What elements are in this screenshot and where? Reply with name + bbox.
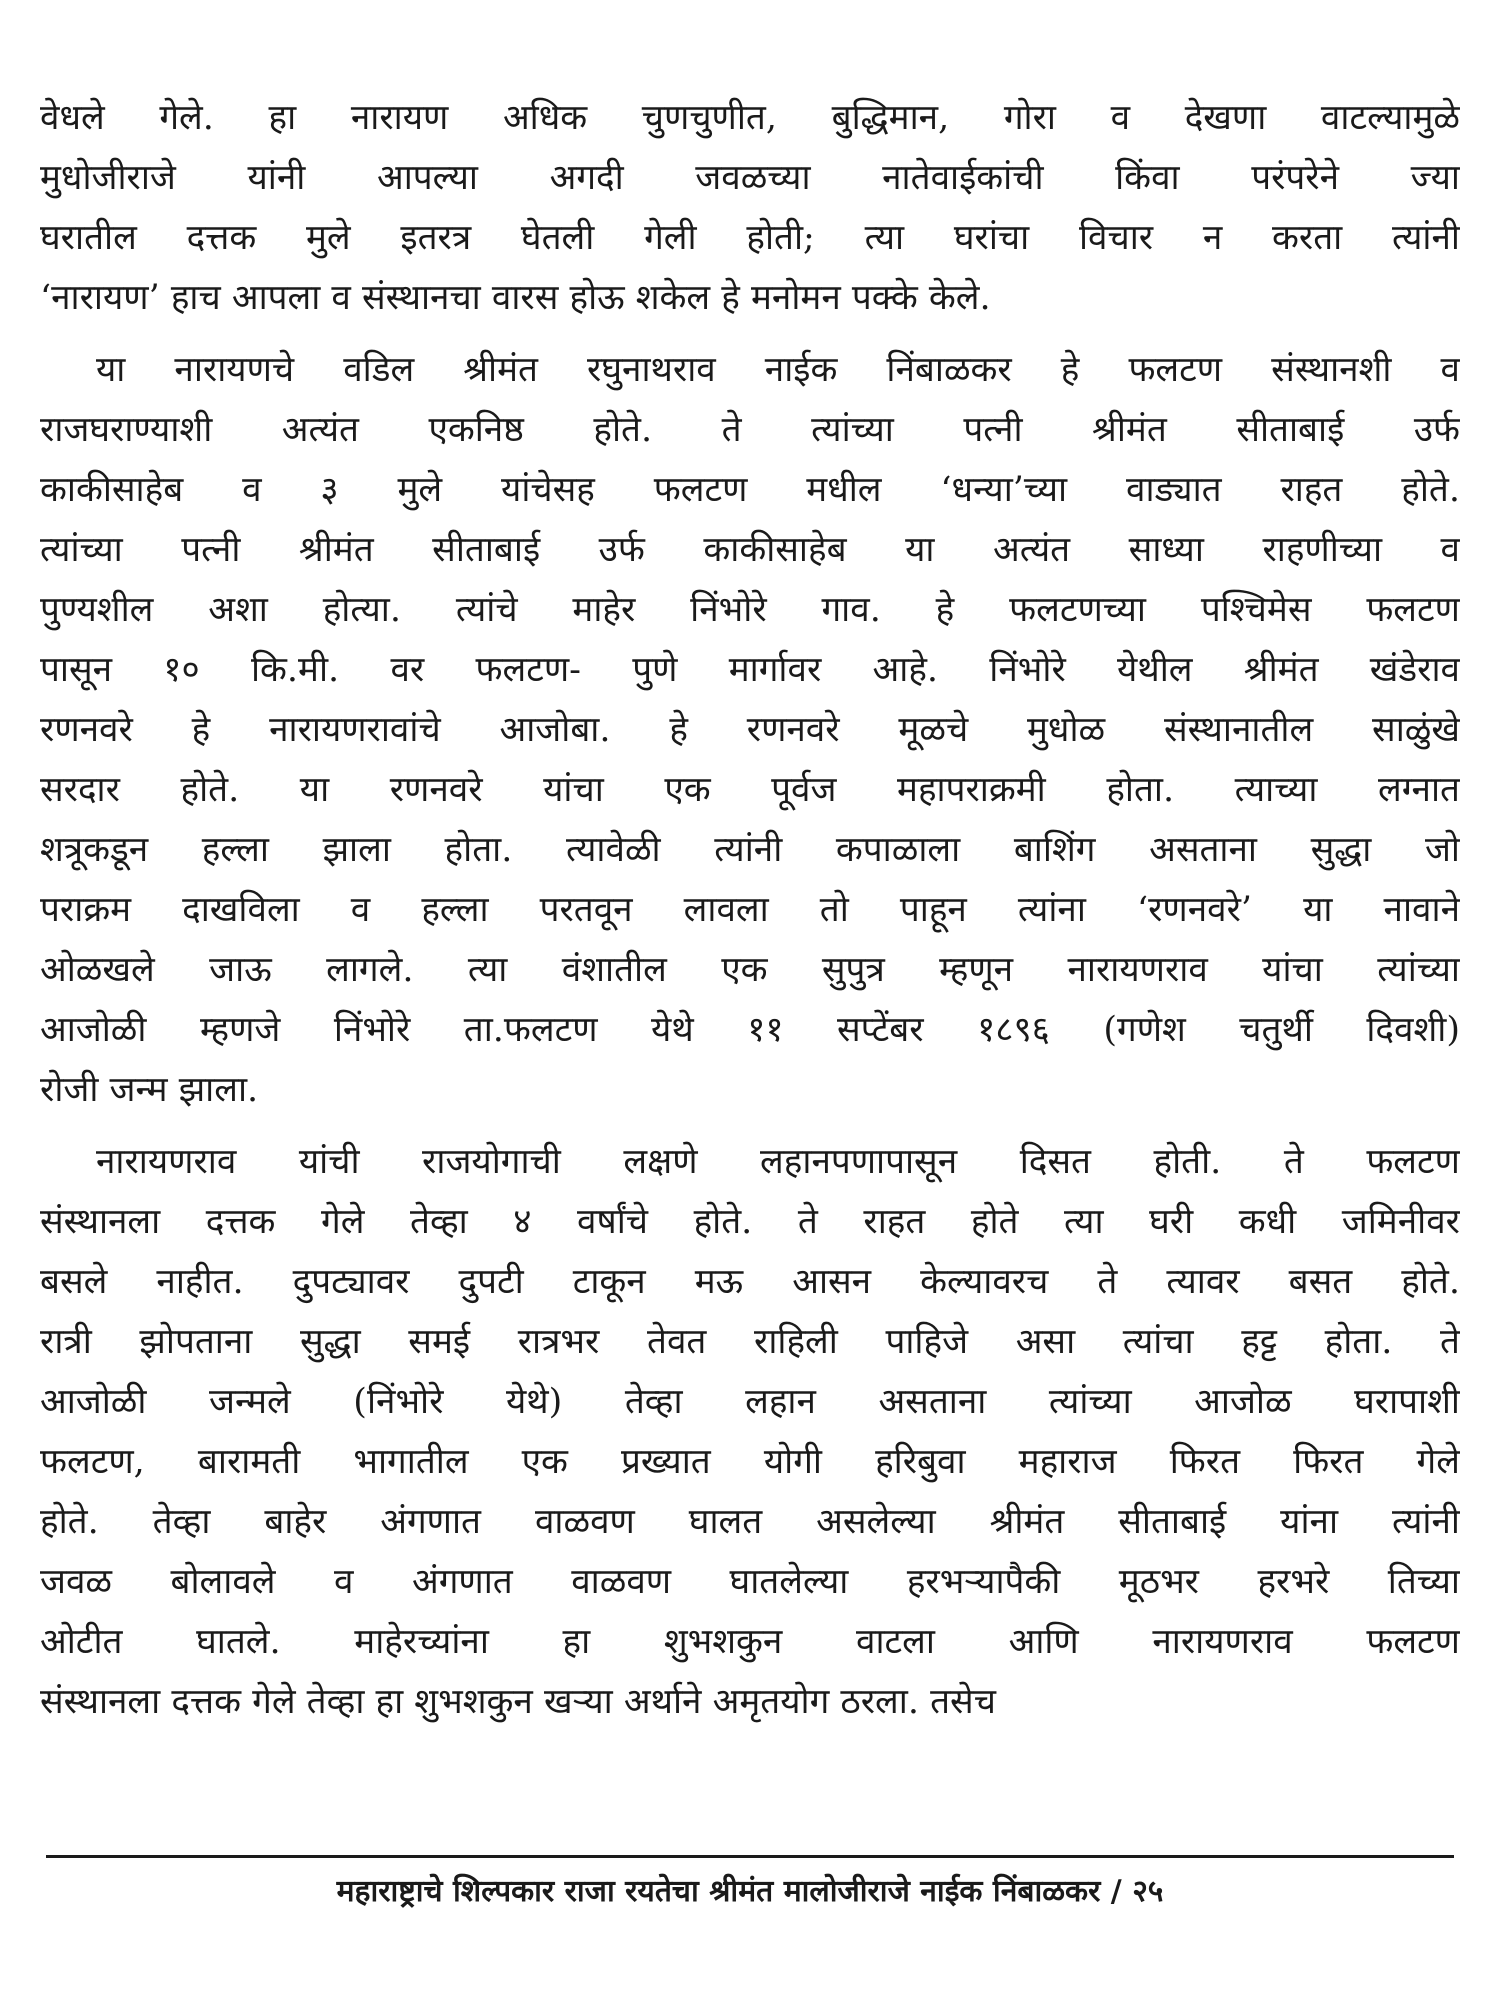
paragraph-gap xyxy=(40,328,1460,340)
text-line: आजोळी जन्मले (निंभोरे येथे) तेव्हा लहान असताना त्यांच्या आजोळ घरापाशी xyxy=(40,1382,1460,1422)
text-line: या नारायणचे वडिल श्रीमंत रघुनाथराव नाईक निंबाळकर हे फलटण संस्थानशी व xyxy=(96,350,1460,390)
text-line: फलटण, बारामती भागातील एक प्रख्यात योगी हरिबुवा महाराज फिरत फिरत गेले xyxy=(40,1442,1460,1482)
text-line: पासून १० कि.मी. वर फलटण- पुणे मार्गावर आहे. निंभोरे येथील श्रीमंत खंडेराव xyxy=(40,650,1460,690)
page-footer: महाराष्ट्राचे शिल्पकार राजा रयतेचा श्रीमंत मालोजीराजे नाईक निंबाळकर / २५ xyxy=(336,1874,1164,1909)
text-line: पुण्यशील अशा होत्या. त्यांचे माहेर निंभोरे गाव. हे फलटणच्या पश्चिमेस फलटण xyxy=(40,590,1460,630)
text-line: काकीसाहेब व ३ मुले यांचेसह फलटण मधील ‘धन्या’च्या वाड्यात राहत होते. xyxy=(40,470,1460,510)
text-line: ‘नारायण’ हाच आपला व संस्थानचा वारस होऊ शकेल हे मनोमन पक्के केले. xyxy=(40,278,991,318)
text-line: संस्थानला दत्तक गेले तेव्हा हा शुभशकुन खऱ्या अर्थाने अमृतयोग ठरला. तसेच xyxy=(40,1682,996,1722)
text-line: मुधोजीराजे यांनी आपल्या अगदी जवळच्या नातेवाईकांची किंवा परंपरेने ज्या xyxy=(40,158,1460,198)
text-line: रणनवरे हे नारायणरावांचे आजोबा. हे रणनवरे मूळचे मुधोळ संस्थानातील साळुंखे xyxy=(40,710,1460,750)
text-line: ओटीत घातले. माहेरच्यांना हा शुभशकुन वाटला आणि नारायणराव फलटण xyxy=(40,1622,1460,1662)
paragraph xyxy=(40,340,1460,1120)
text-line: रात्री झोपताना सुद्धा समई रात्रभर तेवत राहिली पाहिजे असा त्यांचा हट्ट होता. ते xyxy=(40,1322,1460,1362)
text-line: जवळ बोलावले व अंगणात वाळवण घातलेल्या हरभऱ्यापैकी मूठभर हरभरे तिच्या xyxy=(40,1562,1460,1602)
text-line: सरदार होते. या रणनवरे यांचा एक पूर्वज महापराक्रमी होता. त्याच्या लग्नात xyxy=(40,770,1460,810)
text-line: ओळखले जाऊ लागले. त्या वंशातील एक सुपुत्र म्हणून नारायणराव यांचा त्यांच्या xyxy=(40,950,1460,990)
text-line: शत्रूकडून हल्ला झाला होता. त्यावेळी त्यांनी कपाळाला बाशिंग असताना सुद्धा जो xyxy=(40,830,1460,870)
text-line: त्यांच्या पत्नी श्रीमंत सीताबाई उर्फ काकीसाहेब या अत्यंत साध्या राहणीच्या व xyxy=(40,530,1460,570)
text-line: होते. तेव्हा बाहेर अंगणात वाळवण घालत असलेल्या श्रीमंत सीताबाई यांना त्यांनी xyxy=(40,1502,1460,1542)
footer-divider xyxy=(46,1855,1454,1858)
paragraph xyxy=(40,1132,1460,1732)
text-line: आजोळी म्हणजे निंभोरे ता.फलटण येथे ११ सप्टेंबर १८९६ (गणेश चतुर्थी दिवशी) xyxy=(40,1010,1460,1050)
text-line: घरातील दत्तक मुले इतरत्र घेतली गेली होती; त्या घरांचा विचार न करता त्यांनी xyxy=(40,218,1460,258)
body-text xyxy=(40,88,1460,1732)
paragraph-gap xyxy=(40,1120,1460,1132)
text-line: नारायणराव यांची राजयोगाची लक्षणे लहानपणापासून दिसत होती. ते फलटण xyxy=(96,1142,1460,1182)
paragraph xyxy=(40,88,1460,328)
text-line: पराक्रम दाखविला व हल्ला परतवून लावला तो पाहून त्यांना ‘रणनवरे’ या नावाने xyxy=(40,890,1460,930)
text-line: रोजी जन्म झाला. xyxy=(40,1070,259,1110)
text-line: राजघराण्याशी अत्यंत एकनिष्ठ होते. ते त्यांच्या पत्नी श्रीमंत सीताबाई उर्फ xyxy=(40,410,1460,450)
text-line: बसले नाहीत. दुपट्यावर दुपटी टाकून मऊ आसन केल्यावरच ते त्यावर बसत होते. xyxy=(40,1262,1460,1302)
text-line: संस्थानला दत्तक गेले तेव्हा ४ वर्षांचे होते. ते राहत होते त्या घरी कधी जमिनीवर xyxy=(40,1202,1460,1242)
text-line: वेधले गेले. हा नारायण अधिक चुणचुणीत, बुद्धिमान, गोरा व देखणा वाटल्यामुळे xyxy=(40,98,1460,138)
